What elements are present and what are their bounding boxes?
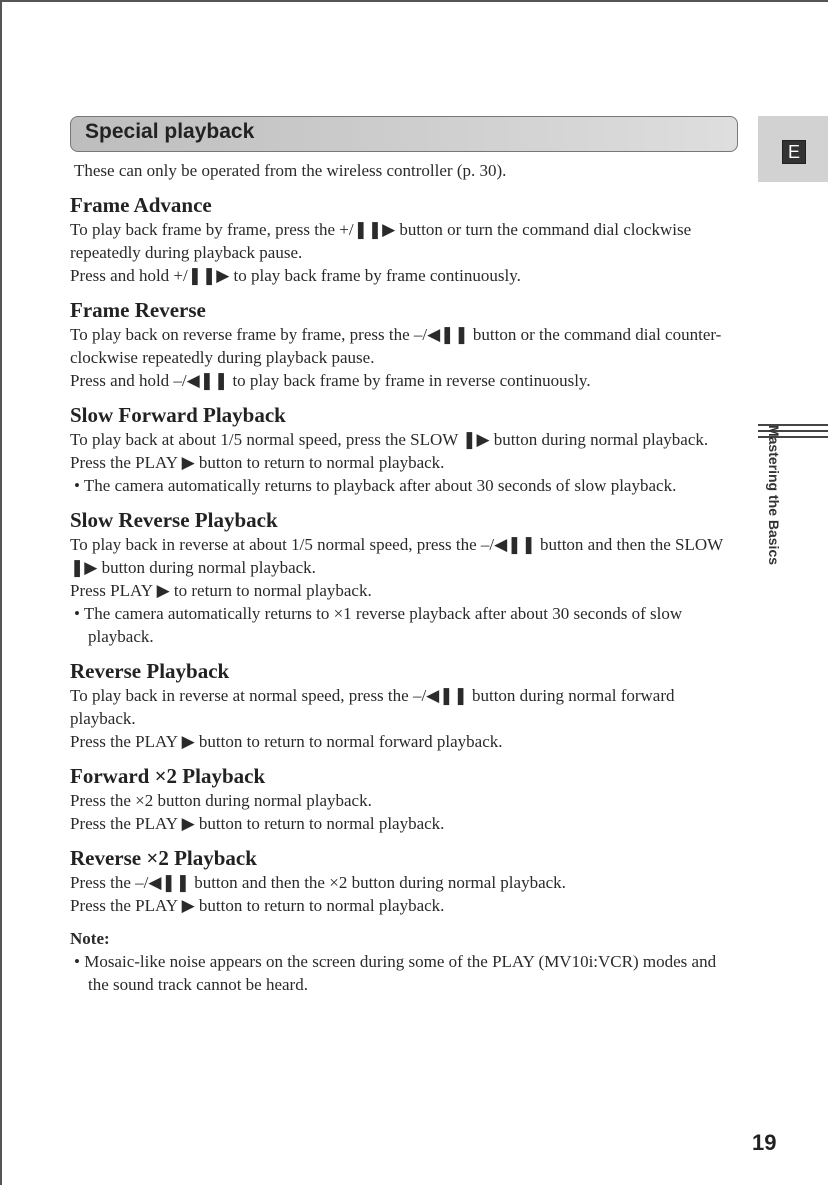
section-paragraph: To play back frame by frame, press the +/❚❚▶ button or turn the command dial clockwise repeatedly during playback pause. (70, 220, 692, 262)
page-number: 19 (752, 1130, 777, 1155)
section-paragraph: Press and hold –/◀❚❚ to play back frame by frame in reverse continuously. (70, 371, 591, 390)
page-content (70, 160, 740, 1006)
section-paragraph: Press PLAY ▶ to return to normal playback. (70, 581, 372, 600)
section-frame-reverse (70, 297, 740, 392)
section-paragraph: Press the –/◀❚❚ button and then the ×2 button during normal playback. (70, 873, 566, 892)
section-heading: Forward ×2 Playback (70, 764, 266, 788)
section-reverse-playback (70, 658, 740, 753)
section-paragraph: Press the PLAY ▶ button to return to normal playback. (70, 453, 445, 472)
section-heading: Frame Advance (70, 193, 212, 217)
note-heading: Note: (70, 929, 110, 948)
language-tab (758, 116, 828, 182)
page-border-left (0, 0, 2, 1185)
section-slow-reverse (70, 507, 740, 648)
section-paragraph: Press the PLAY ▶ button to return to normal playback. (70, 814, 445, 833)
section-forward-x2 (70, 763, 740, 835)
section-paragraph: Press the PLAY ▶ button to return to normal playback. (70, 896, 445, 915)
intro-text: These can only be operated from the wireless controller (p. 30). (74, 161, 507, 180)
section-paragraph: Press the PLAY ▶ button to return to normal forward playback. (70, 732, 503, 751)
section-title-bar (70, 116, 738, 152)
page-border-top (0, 0, 828, 2)
section-slow-forward (70, 402, 740, 497)
section-title: Special playback (85, 120, 255, 143)
section-bullet: • The camera automatically returns to ×1 reverse playback after about 30 seconds of slow playback. (74, 604, 683, 646)
chapter-label-text: Mastering the Basics (766, 424, 782, 566)
language-tab-label: E (782, 140, 806, 164)
note-block (70, 927, 740, 996)
section-heading: Reverse Playback (70, 659, 230, 683)
section-paragraph: Press the ×2 button during normal playback. (70, 791, 372, 810)
note-bullet: • Mosaic-like noise appears on the screen during some of the PLAY (MV10i:VCR) modes and the sound track cannot be heard. (74, 952, 717, 994)
section-heading: Reverse ×2 Playback (70, 846, 257, 870)
section-heading: Frame Reverse (70, 298, 206, 322)
section-heading: Slow Reverse Playback (70, 508, 278, 532)
section-paragraph: To play back on reverse frame by frame, press the –/◀❚❚ button or the command dial counter-clockwise repeatedly during playback pause. (70, 325, 722, 367)
section-paragraph: To play back at about 1/5 normal speed, press the SLOW ❚▶ button during normal playback. (70, 430, 709, 449)
chapter-label (752, 424, 796, 566)
section-bullet: • The camera automatically returns to playback after about 30 seconds of slow playback. (74, 476, 677, 495)
section-paragraph: To play back in reverse at about 1/5 normal speed, press the –/◀❚❚ button and then the SLOW ❚▶ button during normal playback. (70, 535, 723, 577)
section-reverse-x2 (70, 845, 740, 917)
section-paragraph: To play back in reverse at normal speed, press the –/◀❚❚ button during normal forward playback. (70, 686, 675, 728)
section-heading: Slow Forward Playback (70, 403, 286, 427)
section-paragraph: Press and hold +/❚❚▶ to play back frame by frame continuously. (70, 266, 521, 285)
section-frame-advance (70, 192, 740, 287)
